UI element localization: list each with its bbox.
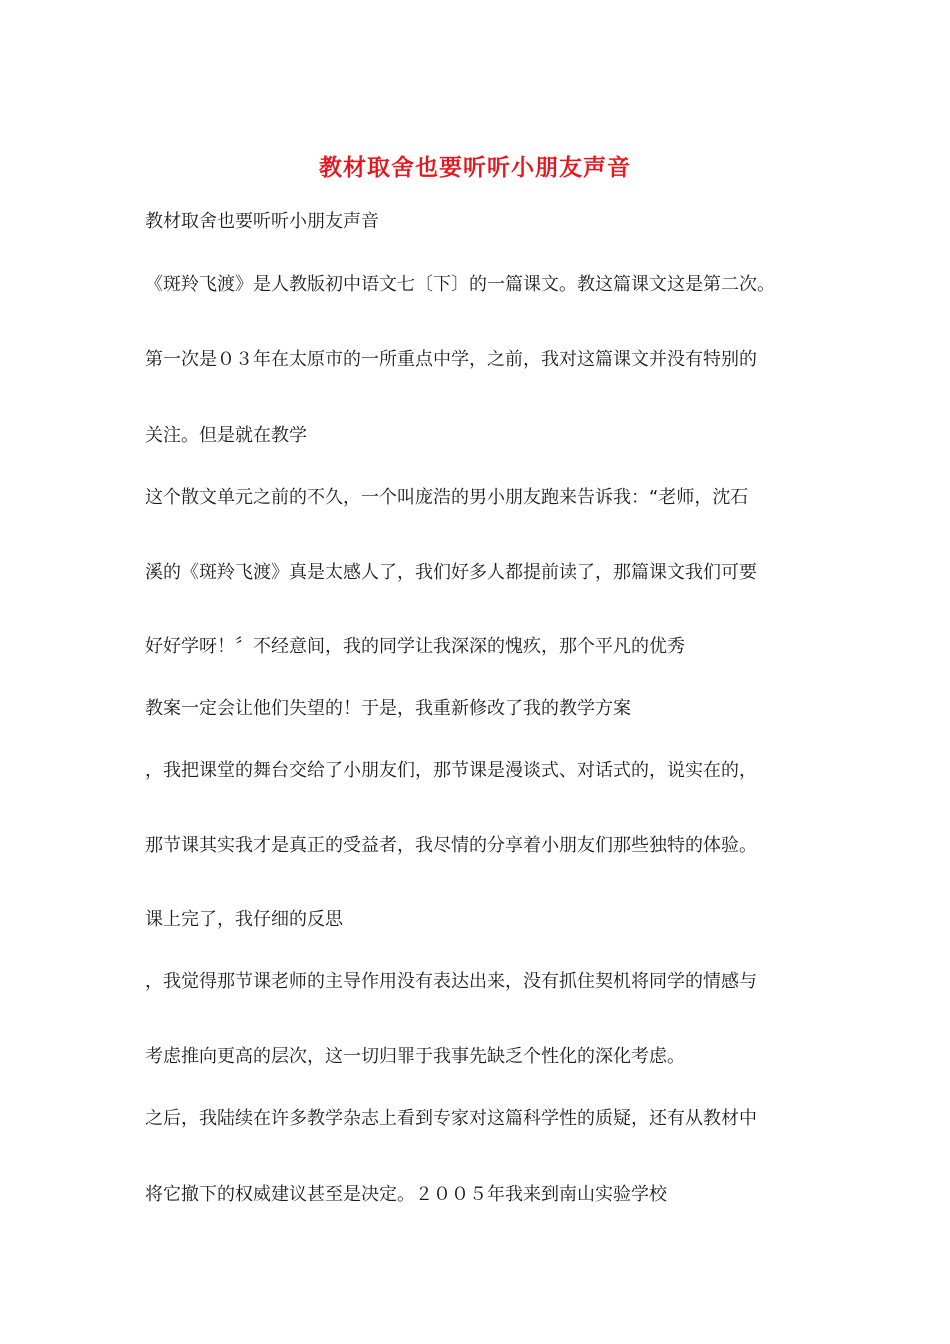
text-line: 关注。但是就在教学	[145, 425, 307, 446]
text-line: 好好学呀！〞不经意间，我的同学让我深深的愧疚，那个平凡的优秀	[145, 636, 685, 657]
text-line: 教案一定会让他们失望的！于是，我重新修改了我的教学方案	[145, 698, 631, 719]
text-line: 《斑羚飞渡》是人教版初中语文七〔下〕的一篇课文。教这篇课文这是第二次。	[145, 274, 775, 295]
text-line: ，我觉得那节课老师的主导作用没有表达出来，没有抓住契机将同学的情感与	[145, 971, 757, 992]
text-line: 那节课其实我才是真正的受益者，我尽情的分享着小朋友们那些独特的体验。	[145, 835, 757, 856]
text-line: 考虑推向更高的层次，这一切归罪于我事先缺乏个性化的深化考虑。	[145, 1046, 685, 1067]
text-line: 第一次是０３年在太原市的一所重点中学，之前，我对这篇课文并没有特别的	[145, 349, 757, 370]
text-line: ，我把课堂的舞台交给了小朋友们，那节课是漫谈式、对话式的，说实在的，	[145, 760, 757, 781]
text-line: 课上完了，我仔细的反思	[145, 909, 343, 930]
text-line: 这个散文单元之前的不久，一个叫庞浩的男小朋友跑来告诉我：“老师，沈石	[145, 487, 749, 508]
text-line: 之后，我陆续在许多教学杂志上看到专家对这篇科学性的质疑，还有从教材中	[145, 1108, 757, 1129]
text-line: 溪的《斑羚飞渡》真是太感人了，我们好多人都提前读了，那篇课文我们可要	[145, 562, 757, 583]
text-line: 教材取舍也要听听小朋友声音	[145, 211, 379, 232]
document-title: 教材取舍也要听听小朋友声音	[319, 154, 631, 181]
text-line: 将它撤下的权威建议甚至是决定。２００５年我来到南山实验学校	[145, 1184, 667, 1205]
